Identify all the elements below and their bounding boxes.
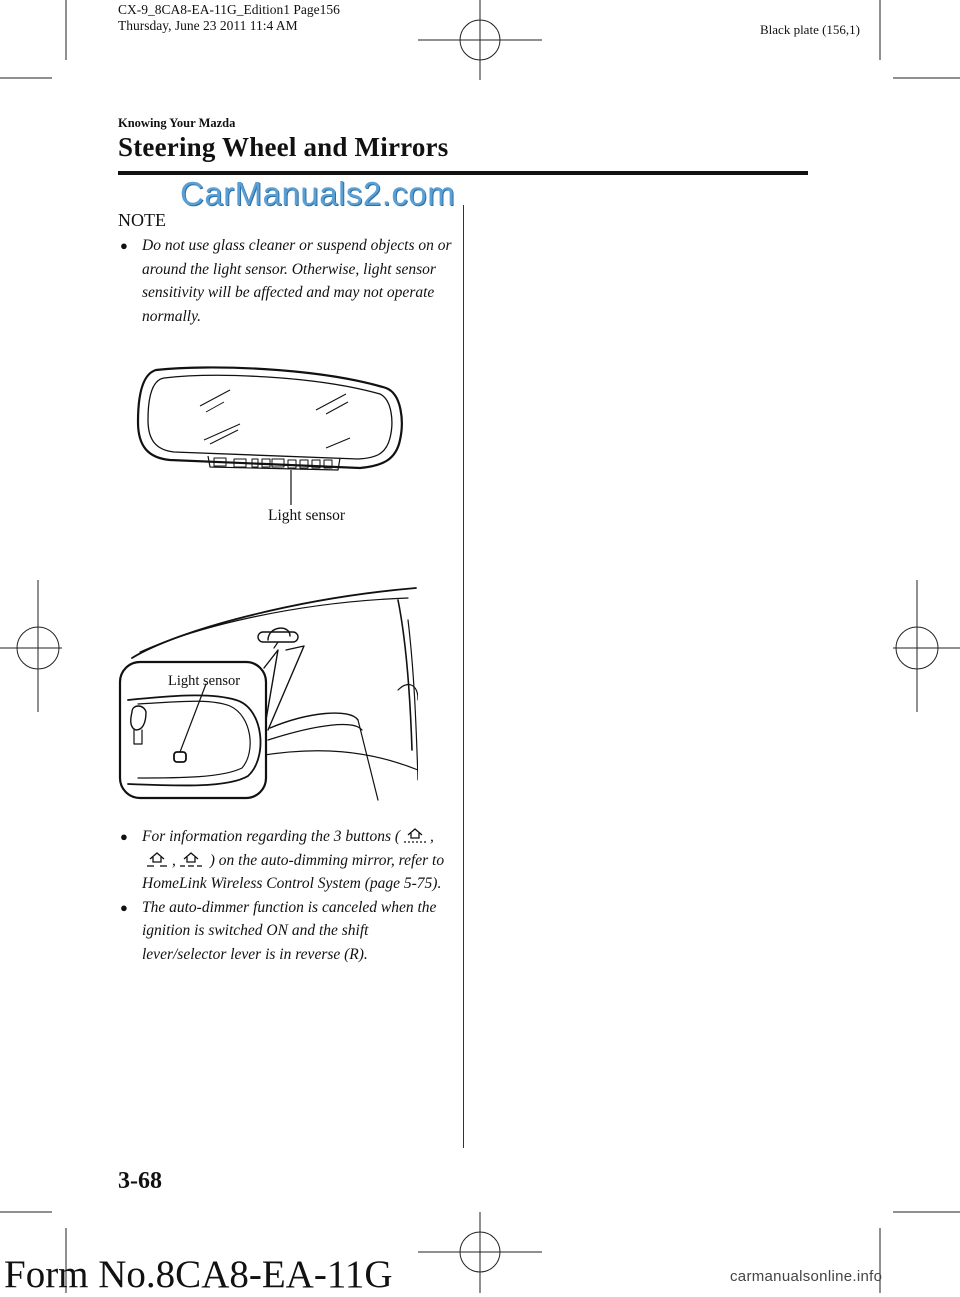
registration-target-icon bbox=[418, 0, 542, 80]
file-info-line2: Thursday, June 23 2011 11:4 AM bbox=[118, 18, 298, 33]
registration-target-icon bbox=[0, 580, 62, 712]
homelink-button-icon bbox=[400, 827, 430, 843]
page-number: 3-68 bbox=[118, 1168, 162, 1194]
file-info-line1: CX-9_8CA8-EA-11G_Edition1 Page156 bbox=[118, 2, 340, 17]
source-watermark: carmanualsonline.info bbox=[730, 1268, 883, 1285]
site-watermark: CarManuals2.com bbox=[180, 175, 456, 212]
file-info bbox=[118, 2, 340, 34]
bullet-icon: ● bbox=[120, 829, 128, 844]
homelink-button-icon bbox=[176, 851, 206, 867]
info-list bbox=[118, 825, 453, 966]
registration-target-icon bbox=[418, 1212, 542, 1293]
windshield-light-sensor-label: Light sensor bbox=[168, 673, 241, 689]
plate-info: Black plate (156,1) bbox=[760, 22, 860, 37]
mirror-light-sensor-label: Light sensor bbox=[268, 507, 346, 524]
column-divider bbox=[463, 205, 464, 1148]
note-heading: NOTE bbox=[118, 210, 166, 230]
bullet-icon: ● bbox=[120, 899, 128, 915]
note-item-text: Do not use glass cleaner or suspend objects on or around the light sensor. Otherwise, light sensor sensitivity will be affected and may not operate normally. bbox=[142, 237, 452, 325]
mirror-illustration bbox=[130, 360, 410, 505]
list-item: ● For information regarding the 3 buttons ( ,, ) on the auto-dimming mirror, refer to HomeLink Wireless Control System (page 5-75). bbox=[118, 825, 453, 896]
section-label: Knowing Your Mazda bbox=[118, 116, 236, 130]
homelink-button-icon bbox=[142, 851, 172, 867]
info-item2-text: The auto-dimmer function is canceled when the ignition is switched ON and the shift lever/selector lever is in reverse (R). bbox=[142, 898, 437, 963]
form-number: Form No.8CA8-EA-11G bbox=[4, 1253, 393, 1296]
page-title: Steering Wheel and Mirrors bbox=[118, 132, 449, 162]
registration-target-icon bbox=[893, 580, 960, 712]
list-item bbox=[118, 896, 453, 967]
windshield-illustration bbox=[118, 580, 418, 805]
bullet-icon: ● bbox=[120, 238, 128, 253]
list-item bbox=[118, 234, 453, 328]
info-item1-suffix: ) on the auto-dimming mirror, refer to HomeLink Wireless Control System (page 5-75). bbox=[142, 851, 445, 892]
note-list bbox=[118, 234, 453, 328]
info-item1-prefix: For information regarding the 3 buttons ( bbox=[142, 828, 401, 845]
